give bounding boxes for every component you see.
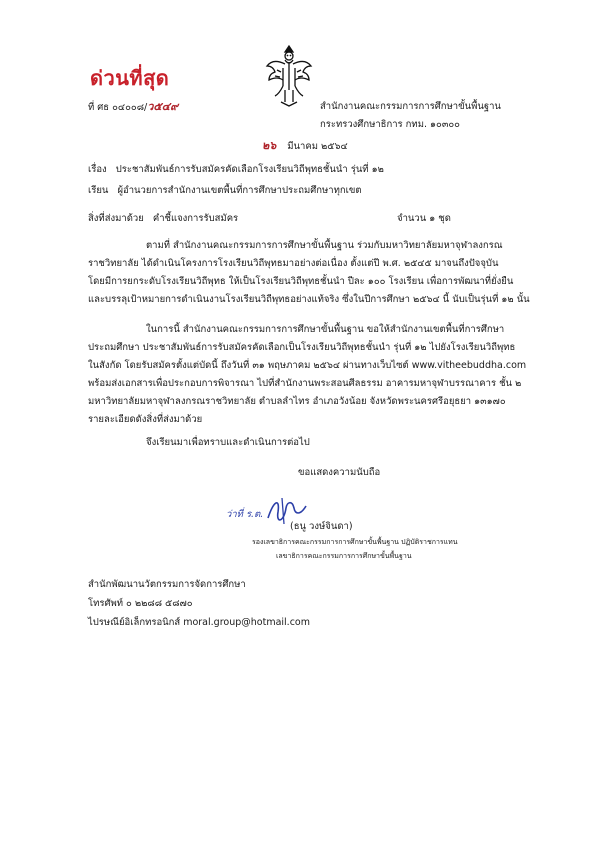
- paragraph-line: ในสังกัด โดยรับสมัครตั้งแต่บัดนี้ ถึงวันที่ ๓๑ พฤษภาคม ๒๕๖๔ ผ่านทางเว็บไซต์ www.vitheebuddha.com: [88, 360, 527, 371]
- signatory-position: รองเลขาธิการคณะกรรมการการศึกษาขั้นพื้นฐาน ปฏิบัติราชการแทน: [252, 538, 458, 546]
- footer-office: สำนักพัฒนานวัตกรรมการจัดการศึกษา: [88, 579, 246, 590]
- closing-sentence: จึงเรียนมาเพื่อทราบและดำเนินการต่อไป: [146, 437, 310, 448]
- reference-number: [88, 100, 178, 115]
- signatory-position-secondary: เลขาธิการคณะกรรมการการศึกษาขั้นพื้นฐาน: [276, 552, 412, 560]
- date-month-year: มีนาคม ๒๕๖๔: [287, 141, 348, 152]
- enclosure-quantity: จำนวน ๑ ชุด: [397, 213, 451, 224]
- subject-text: ประชาสัมพันธ์การรับสมัครคัดเลือกโรงเรียนวิถีพุทธชั้นนำ รุ่นที่ ๑๒: [115, 164, 384, 175]
- date-day: ๒๖: [262, 139, 277, 152]
- footer-phone: โทรศัพท์ ๐ ๒๒๘๘ ๕๘๗๐: [88, 598, 193, 609]
- reference-label: ที่ ศธ ๐๔๐๐๘/: [88, 102, 148, 113]
- issuer-office: สำนักงานคณะกรรมการการศึกษาขั้นพื้นฐาน: [320, 101, 501, 112]
- garuda-emblem-icon: [263, 42, 315, 108]
- subject-line: [88, 163, 384, 177]
- paragraph-line: ราชวิทยาลัย ได้ดำเนินโครงการโรงเรียนวิถีพุทธมาอย่างต่อเนื่อง ตั้งแต่ปี พ.ศ. ๒๕๔๕ มาจนถึงปัจจุบัน: [88, 258, 499, 269]
- enclosure-label: สิ่งที่ส่งมาด้วย: [88, 213, 144, 224]
- enclosure-line: [88, 212, 238, 226]
- paragraph-line: โดยมีการยกระดับโรงเรียนวิถีพุทธ ให้เป็นโรงเรียนวิถีพุทธชั้นนำ ปีละ ๑๐๐ โรงเรียน เพื่อการพัฒนาที่ยั่งยืน: [88, 276, 514, 287]
- paragraph-line: มหาวิทยาลัยมหาจุฬาลงกรณราชวิทยาลัย ตำบลลำไทร อำเภอวังน้อย จังหวัดพระนครศรีอยุธยา ๑๓๑๗๐: [88, 396, 506, 407]
- paragraph-line: ในการนี้ สำนักงานคณะกรรมการการศึกษาขั้นพื้นฐาน ขอให้สำนักงานเขตพื้นที่การศึกษา: [146, 324, 505, 335]
- salutation: ขอแสดงความนับถือ: [298, 467, 381, 478]
- footer-email: ไปรษณีย์อิเล็กทรอนิกส์ moral.group@hotmail.com: [88, 617, 310, 628]
- issuer-ministry: กระทรวงศึกษาธิการ กทม. ๑๐๓๐๐: [320, 119, 460, 130]
- signature-rank: ว่าที่ ร.ต.: [226, 509, 264, 520]
- paragraph-line: รายละเอียดดังสิ่งที่ส่งมาด้วย: [88, 414, 203, 425]
- enclosure-text: คำชี้แจงการรับสมัคร: [152, 213, 239, 224]
- subject-label: เรื่อง: [88, 164, 107, 175]
- recipient-text: ผู้อำนวยการสำนักงานเขตพื้นที่การศึกษาประถมศึกษาทุกเขต: [117, 185, 362, 196]
- signatory-name: (ธนู วงษ์จินดา): [290, 521, 353, 532]
- paragraph-line: ประถมศึกษา ประชาสัมพันธ์การรับสมัครคัดเลือกเป็นโรงเรียนวิถีพุทธชั้นนำ รุ่นที่ ๑๒ ไปยังโรงเรียนวิถีพุทธ: [88, 342, 516, 353]
- recipient-line: [88, 184, 362, 198]
- urgent-stamp: ด่วนที่สุด: [90, 66, 170, 90]
- reference-handwritten-number: ว๕๔๙: [147, 100, 179, 113]
- paragraph-line: ตามที่ สำนักงานคณะกรรมการการศึกษาขั้นพื้นฐาน ร่วมกับมหาวิทยาลัยมหาจุฬาลงกรณ: [146, 240, 503, 251]
- paragraph-line: พร้อมส่งเอกสารเพื่อประกอบการพิจารณา ไปที่สำนักงานพระสอนศีลธรรม อาคารมหาจุฬาบรรณาคาร ชั้น ๒: [88, 378, 522, 389]
- recipient-label: เรียน: [88, 185, 109, 196]
- document-date: [262, 139, 348, 154]
- paragraph-line: และบรรลุเป้าหมายการดำเนินงานโรงเรียนวิถีพุทธอย่างแท้จริง ซึ่งในปีการศึกษา ๒๕๖๔ นี้ นับเป็นรุ่นที่ ๑๒ นั้น: [88, 294, 530, 305]
